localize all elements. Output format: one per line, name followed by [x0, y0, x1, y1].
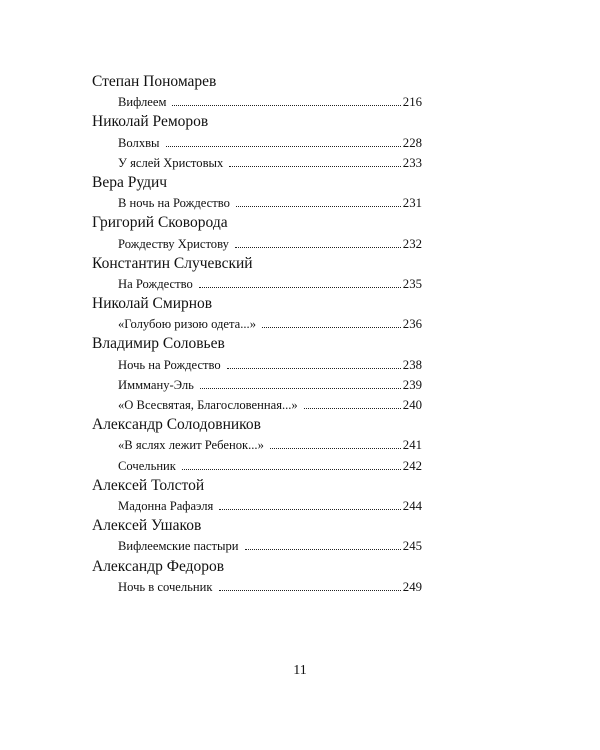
- dot-leader: [229, 166, 401, 167]
- toc-entry-title: «О Всесвятая, Благословенная...»: [118, 398, 298, 412]
- toc-entry: [118, 153, 422, 173]
- toc-author: Степан Пономарев: [92, 73, 217, 90]
- toc-entry-page-number: 235: [402, 276, 422, 291]
- toc-entry-page-number: 236: [402, 317, 422, 332]
- toc-entry-title: У яслей Христовых: [118, 155, 224, 170]
- dot-leader: [199, 287, 401, 288]
- dot-leader: [172, 105, 400, 106]
- dot-leader: [166, 146, 401, 147]
- toc-author: Вера Рудич: [92, 173, 168, 191]
- toc-entry-page-number: 233: [402, 155, 422, 170]
- toc-entry: [118, 395, 422, 415]
- toc-entry-page-number: 228: [402, 135, 422, 150]
- toc-author: Алексей Толстой: [92, 476, 205, 494]
- toc-entry-title: В ночь на Рождество: [118, 196, 230, 211]
- toc-entry: [118, 133, 422, 153]
- toc-entry-title: Сочельник: [118, 458, 176, 473]
- toc-author: Александр Солодовников: [92, 416, 261, 434]
- toc-author: Константин Случевский: [92, 254, 253, 272]
- toc-entry: [118, 274, 422, 294]
- toc-author: Григорий Сковорода: [92, 214, 228, 232]
- toc-author: Николай Реморов: [92, 113, 209, 131]
- dot-leader: [219, 509, 400, 510]
- toc-author: Николай Смирнов: [92, 295, 213, 313]
- dot-leader: [219, 590, 401, 591]
- toc-entry-title: Вифлеемские пастыри: [118, 539, 239, 554]
- toc-entry-title: Мадонна Рафаэля: [118, 498, 214, 513]
- toc-entry: [118, 536, 422, 556]
- dot-leader: [270, 448, 401, 449]
- toc-entry: [118, 496, 422, 516]
- toc-entry-page-number: 249: [402, 579, 422, 594]
- toc-author: Александр Федоров: [92, 557, 225, 575]
- toc-entry: [118, 234, 422, 254]
- toc-entry-title: Рождеству Христову: [118, 236, 229, 251]
- toc-entry: [118, 435, 422, 455]
- toc-entry-title: Вифлеем: [118, 95, 167, 110]
- toc-entry: [118, 375, 422, 395]
- dot-leader: [236, 206, 401, 207]
- toc-entry-page-number: 232: [402, 236, 422, 251]
- toc-author: Владимир Соловьев: [92, 335, 225, 353]
- dot-leader: [245, 549, 401, 550]
- toc-entry-page-number: 231: [402, 196, 422, 211]
- toc-entry: [118, 355, 422, 375]
- toc-entry-page-number: 242: [402, 458, 422, 473]
- dot-leader: [262, 327, 401, 328]
- dot-leader: [227, 368, 401, 369]
- toc-entry-title: «В яслях лежит Ребенок...»: [118, 438, 264, 453]
- toc-entry-title: Ночь на Рождество: [118, 357, 221, 372]
- toc-entry: [118, 577, 422, 597]
- toc-entry-page-number: 216: [402, 95, 422, 110]
- toc-entry: [118, 456, 422, 476]
- toc-entry-page-number: 240: [402, 398, 422, 412]
- dot-leader: [304, 408, 401, 409]
- toc-entry-title: На Рождество: [118, 276, 193, 291]
- toc-entry-title: Иммману-Эль: [118, 377, 194, 392]
- toc-entry-page-number: 245: [402, 539, 422, 554]
- table-of-contents: [92, 72, 422, 597]
- dot-leader: [200, 388, 401, 389]
- toc-entry-page-number: 244: [402, 498, 422, 513]
- toc-entry: [118, 314, 422, 334]
- toc-entry: [118, 92, 422, 112]
- toc-entry-page-number: 238: [402, 357, 422, 372]
- toc-author: Алексей Ушаков: [92, 517, 202, 535]
- toc-entry-title: «Голубою ризою одета...»: [118, 317, 256, 332]
- toc-entry-title: Волхвы: [118, 135, 160, 150]
- page-number: 11: [293, 663, 307, 678]
- toc-entry-page-number: 241: [402, 438, 422, 453]
- toc-entry: [118, 193, 422, 213]
- toc-entry-page-number: 239: [402, 377, 422, 392]
- toc-entry-title: Ночь в сочельник: [118, 579, 213, 594]
- dot-leader: [235, 247, 401, 248]
- dot-leader: [182, 469, 401, 470]
